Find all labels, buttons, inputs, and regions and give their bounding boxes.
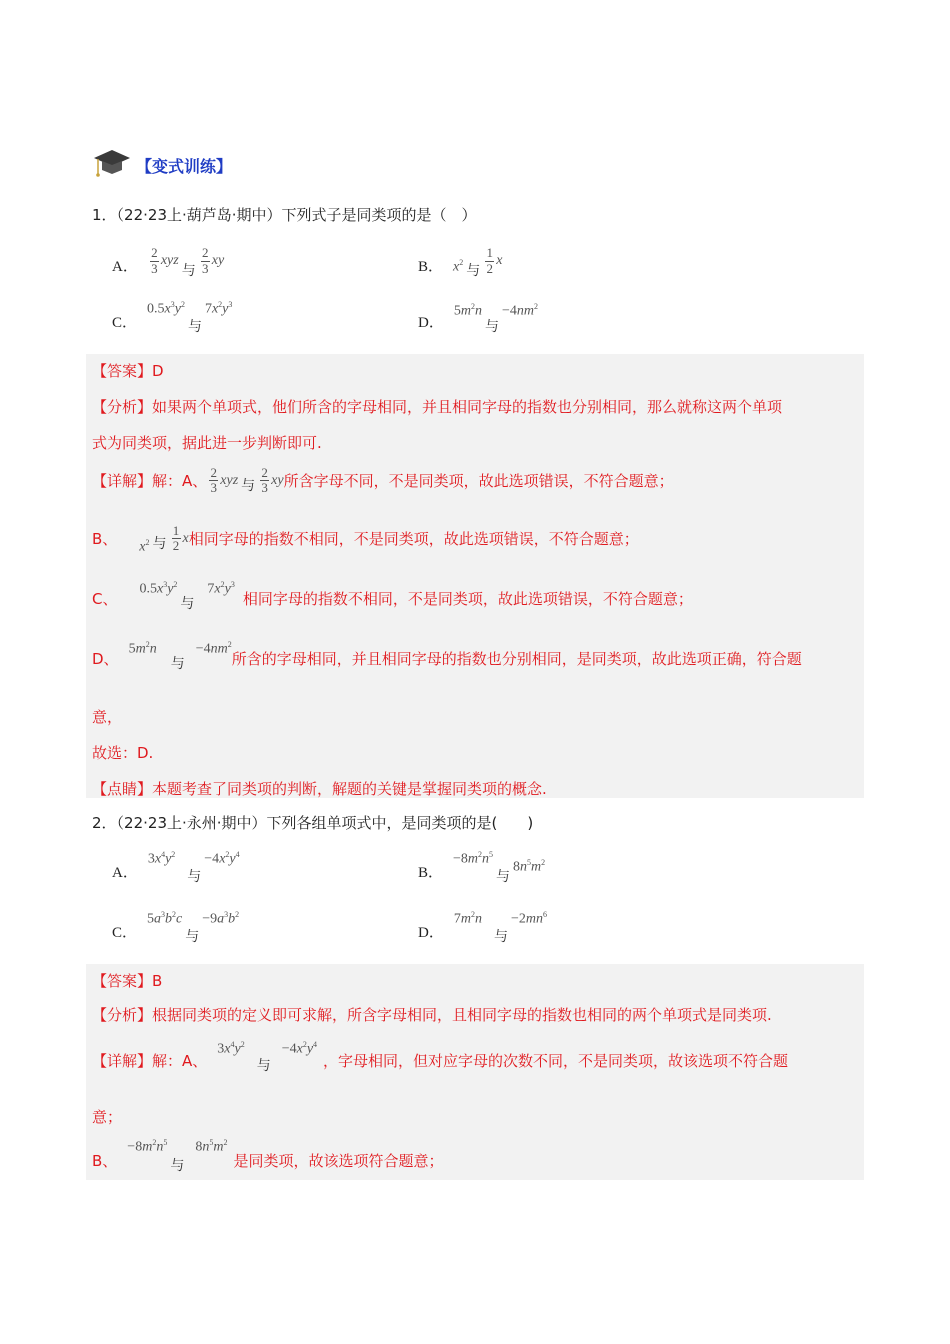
detail-line-a: 【详解】解：A、 $3x^4y^2$ 与 $-4x^2y^4$ ，字母相同，但对应字母的次数不同，不是同类项，故该选项不符合题 [92, 1039, 789, 1074]
math-expression: $7x^2y^3$ [204, 300, 233, 317]
q1-option-a [112, 236, 225, 279]
q2-option-c: C． $5a^3b^2c$ 与 $-9a^3b^2$ [112, 910, 240, 945]
connector-text: 与 [180, 595, 195, 612]
q2-option-d: D． $7m^2n$ 与 $-2mn^6$ [418, 910, 547, 945]
q1-option-d [418, 296, 538, 335]
answer-line: 【答案】D [92, 362, 164, 380]
connector-text: 与 [152, 535, 167, 552]
detail-line-b: B、 $-8m^2n^5$ 与 $8n^5m^2$ 是同类项，故该选项符合题意； [92, 1137, 444, 1174]
comment-line: 【点睛】本题考查了同类项的判断，解题的关键是掌握同类项的概念. [92, 780, 547, 798]
answer-block-1 [86, 354, 864, 798]
detail-text: 所含字母不同，不是同类项，故此选项错误，不符合题意； [283, 472, 674, 491]
detail-prefix: C、 [92, 590, 118, 608]
detail-line: 意， [92, 708, 123, 726]
option-label: D． [418, 925, 444, 941]
detail-prefix: B、 [92, 1152, 118, 1170]
detail-text: 相同字母的指数不相同，不是同类项，故此选项错误，不符合题意； [242, 590, 693, 608]
analysis-line: 式为同类项，据此进一步判断即可. [92, 434, 322, 452]
detail-text: 所含的字母相同，并且相同字母的指数也分别相同，是同类项，故此选项正确，符合题 [231, 650, 802, 668]
math-expression: $x^2$ [453, 258, 464, 275]
detail-text: ，字母相同，但对应字母的次数不同，不是同类项，故该选项不符合题 [323, 1052, 789, 1070]
math-expression: $-4nm^2$ [501, 302, 538, 319]
detail-line-d: D、 $5m^2n$ 与 $-4nm^2$ 所含的字母相同，并且相同字母的指数也分别相同，是同类项，故此选项正确，符合题 [92, 639, 802, 672]
answer-line: 【答案】B [92, 972, 163, 990]
detail-line-a: 【详解】解：A、 $\frac{2}{3}$ xyz 与 $\frac{2}{3}$ xy 所含字母不同，不是同类项，故此选项错误，不符合题意； [92, 465, 674, 496]
detail-text: 相同字母的指数不相同，不是同类项，故此选项错误，不符合题意； [188, 530, 639, 549]
math-expression: $\frac{2}{3}$ xyz [151, 245, 179, 276]
math-expression: $\frac{2}{3}$ xy [201, 245, 225, 276]
answer-block-2 [86, 964, 864, 1180]
detail-prefix: B、 [92, 530, 118, 549]
q1-option-c [112, 296, 233, 335]
analysis-line: 【分析】根据同类项的定义即可求解，所含字母相同，且相同字母的指数也相同的两个单项式是同类项. [92, 1006, 772, 1024]
section-heading [92, 148, 232, 182]
connector-text: 与 [241, 477, 256, 494]
connector-text: 与 [493, 929, 508, 945]
math-expression: $\frac{1}{2}$ x [486, 245, 503, 276]
question-1-stem: 1．（22·23上·葫芦岛·期中）下列式子是同类项的是（ ） [92, 206, 477, 224]
connector-text: 与 [496, 869, 511, 885]
graduation-cap-icon [92, 146, 132, 185]
option-label: C． [112, 315, 138, 331]
option-label: A． [112, 865, 138, 881]
connector-text: 与 [185, 929, 200, 945]
connector-text: 与 [187, 319, 202, 335]
detail-line: 意； [92, 1108, 123, 1126]
detail-line-c: C、 $0.5x^3y^2$ 与 $7x^2y^3$ 相同字母的指数不相同，不是同类项，故此选项错误，不符合题意； [92, 579, 693, 612]
detail-line-b: B、 $x^2$ 与 $\frac{1}{2}$ x 相同字母的指数不相同，不是同类项，故此选项错误，不符合题意； [92, 523, 639, 555]
connector-text: 与 [187, 869, 202, 885]
option-label: B． [418, 865, 444, 881]
connector-text: 与 [181, 263, 196, 279]
option-label: B． [418, 259, 444, 275]
detail-prefix: D、 [92, 650, 119, 668]
question-2-stem: 2．（22·23上·永州·期中）下列各组单项式中，是同类项的是( ) [92, 814, 534, 832]
math-expression: $0.5x^3y^2$ [147, 300, 185, 317]
connector-text: 与 [256, 1057, 271, 1074]
detail-prefix: 【详解】解：A、 [92, 472, 208, 491]
analysis-line: 【分析】如果两个单项式，他们所含的字母相同，并且相同字母的指数也分别相同，那么就称这两个单项 [92, 398, 783, 416]
option-label: C． [112, 925, 138, 941]
detail-text: 是同类项，故该选项符合题意； [233, 1152, 444, 1170]
option-label: D． [418, 315, 444, 331]
option-label: A． [112, 259, 138, 275]
connector-text: 与 [170, 655, 185, 672]
detail-prefix: 【详解】解：A、 [92, 1052, 208, 1070]
connector-text: 与 [170, 1157, 185, 1174]
math-expression: $5m^2n$ [453, 302, 482, 319]
choice-line: 故选：D. [92, 744, 154, 762]
connector-text: 与 [484, 319, 499, 335]
connector-text: 与 [466, 263, 481, 279]
section-title: 【变式训练】 [136, 156, 233, 176]
q2-option-b: B． $-8m^2n^5$ 与 $8n^5m^2$ [418, 850, 546, 885]
q1-option-b [418, 236, 503, 279]
q2-option-a: A． $3x^4y^2$ 与 $-4x^2y^4$ [112, 850, 240, 885]
